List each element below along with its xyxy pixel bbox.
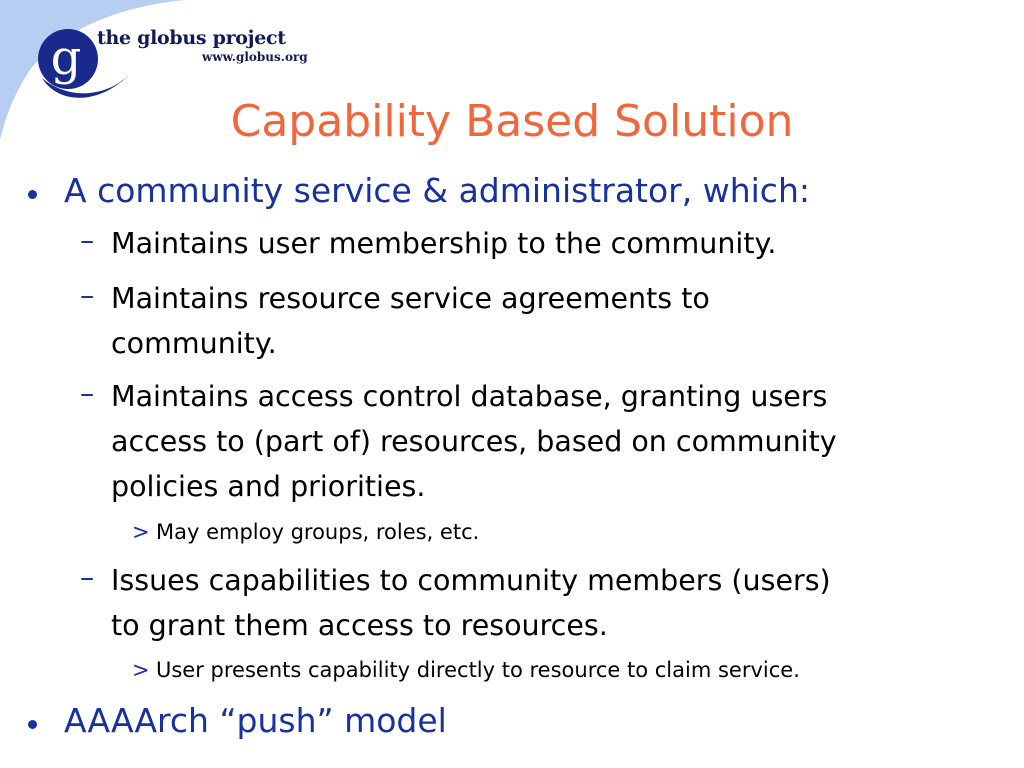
logo-url: www.globus.org xyxy=(202,50,308,64)
sub-1-2-line-2: community. xyxy=(111,327,277,360)
logo-name: the globus project xyxy=(97,27,286,49)
dash-marker: – xyxy=(80,224,95,257)
slide-title: Capability Based Solution xyxy=(230,96,794,147)
dash-marker: – xyxy=(80,377,95,410)
subsub-1-3-1: May employ groups, roles, etc. xyxy=(156,520,480,544)
sub-1-3-line-3: policies and priorities. xyxy=(111,470,426,503)
sub-1-3-line-2: access to (part of) resources, based on community xyxy=(111,425,837,458)
sub-1-4-line-1: Issues capabilities to community members (users) xyxy=(111,564,831,597)
dash-marker: – xyxy=(80,561,95,594)
subsub-1-4-1: User presents capability directly to resource to claim service. xyxy=(156,658,800,682)
gt-marker: > xyxy=(132,658,150,682)
bullet-dot xyxy=(28,720,37,729)
bullet-dot xyxy=(28,190,37,199)
logo-letter: g xyxy=(50,30,82,86)
gt-marker: > xyxy=(132,520,150,544)
bullet-2-text: AAAArch “push” model xyxy=(64,701,447,740)
sub-1-4-line-2: to grant them access to resources. xyxy=(111,609,608,642)
bullet-1-text: A community service & administrator, which: xyxy=(64,171,810,210)
dash-marker: – xyxy=(80,279,95,312)
sub-1-3-line-1: Maintains access control database, granting users xyxy=(111,380,828,413)
sub-1-1-text: Maintains user membership to the community. xyxy=(111,227,777,260)
sub-1-2-line-1: Maintains resource service agreements to xyxy=(111,282,710,315)
